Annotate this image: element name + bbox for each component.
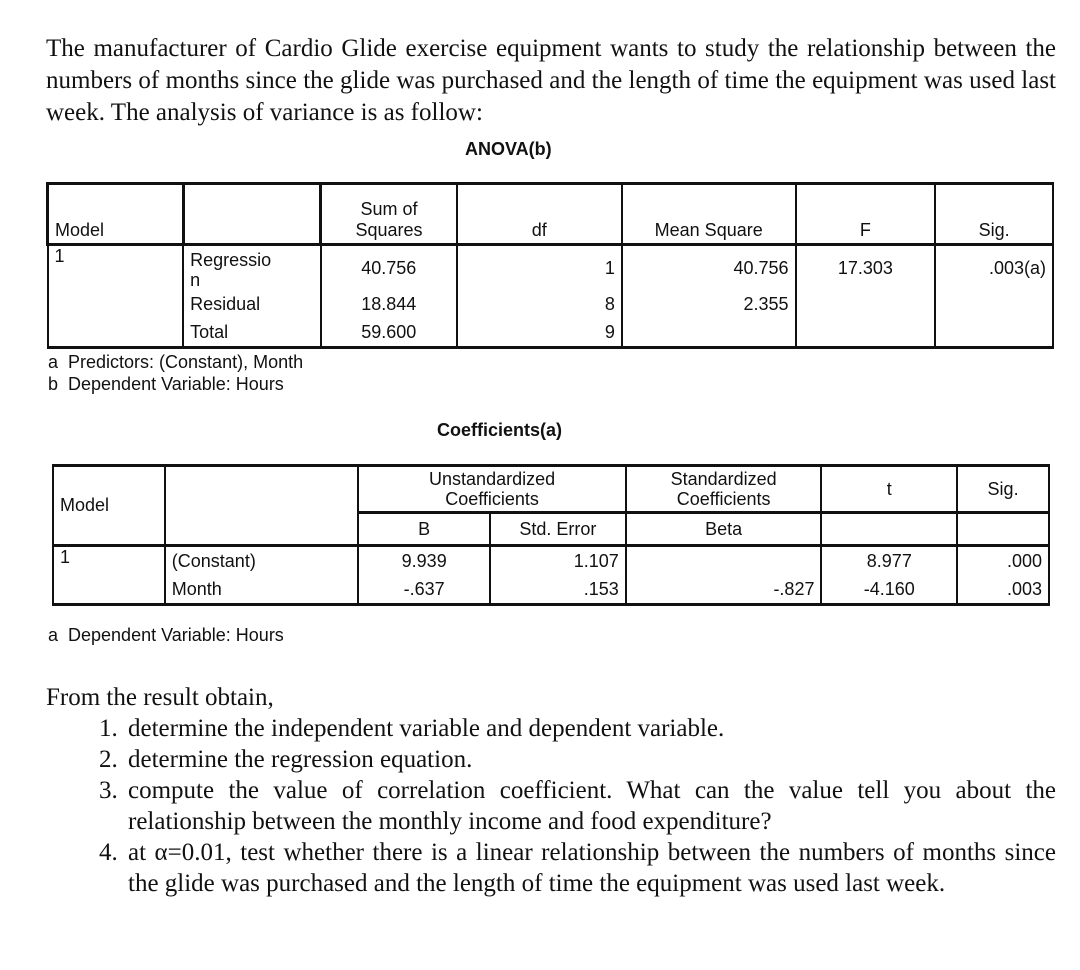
coef-cell-se: .153 <box>490 575 626 605</box>
coefficients-table <box>52 464 1050 606</box>
coef-cell-beta: -.827 <box>626 575 822 605</box>
coef-cell-t: 8.977 <box>821 546 957 576</box>
anova-table <box>46 182 1054 349</box>
coef-cell-b: -.637 <box>358 575 490 605</box>
coef-header-model: Model <box>53 466 165 546</box>
anova-cell-df: 9 <box>457 318 622 348</box>
coef-cell-se: 1.107 <box>490 546 626 576</box>
coef-header-unstd-line2: Coefficients <box>445 489 539 509</box>
question-item: 2. determine the regression equation. <box>124 744 1056 775</box>
coef-row-label: Month <box>165 575 359 605</box>
coef-cell-sig: .000 <box>957 546 1049 576</box>
anova-row-label: Total <box>183 318 321 348</box>
anova-footnote-a: a Predictors: (Constant), Month <box>48 352 304 372</box>
coef-header-unstandardized <box>358 466 625 513</box>
coef-cell-b: 9.939 <box>358 546 490 576</box>
coef-header-blank <box>165 466 359 546</box>
anova-cell-ms: 2.355 <box>622 290 796 318</box>
anova-cell-sig <box>935 318 1053 348</box>
anova-header-blank <box>183 184 321 245</box>
anova-header-model: Model <box>48 184 184 245</box>
anova-header-ss <box>321 184 457 245</box>
anova-cell-df: 1 <box>457 245 622 291</box>
coef-model-number: 1 <box>53 546 165 605</box>
coef-cell-beta <box>626 546 822 576</box>
anova-row-total <box>48 318 1054 348</box>
anova-cell-sig <box>935 290 1053 318</box>
anova-cell-f <box>796 318 936 348</box>
question-item: 3. compute the value of correlation coefficient. What can the value tell you about the relationship between the monthly income and food expenditure? <box>124 775 1056 837</box>
anova-header-row <box>48 184 1054 245</box>
coef-row-label: (Constant) <box>165 546 359 576</box>
anova-row-label-line1: Regressio <box>190 250 272 270</box>
anova-cell-ss: 40.756 <box>321 245 457 291</box>
anova-cell-ss: 59.600 <box>321 318 457 348</box>
coef-header-std-error: Std. Error <box>490 513 626 546</box>
coef-header-t: t <box>821 466 957 513</box>
coefficients-footnote: a Dependent Variable: Hours <box>48 625 284 645</box>
anova-footnotes <box>48 351 303 395</box>
anova-cell-ms: 40.756 <box>622 245 796 291</box>
coef-header-std-line1: Standardized <box>670 469 777 489</box>
anova-cell-df: 8 <box>457 290 622 318</box>
anova-header-df: df <box>457 184 622 245</box>
question-item: 4. at α=0.01, test whether there is a linear relationship between the numbers of months since the glide was purchased and the length of time the equipment was used last week. <box>124 837 1056 899</box>
anova-header-f: F <box>796 184 936 245</box>
coef-header-b: B <box>358 513 490 546</box>
anova-header-ms: Mean Square <box>622 184 796 245</box>
coef-row-constant <box>53 546 1049 576</box>
coef-row-month <box>53 575 1049 605</box>
anova-cell-f <box>796 290 936 318</box>
questions-section <box>46 682 1056 899</box>
anova-cell-sig: .003(a) <box>935 245 1053 291</box>
anova-row-label <box>183 245 321 291</box>
question-item: 1. determine the independent variable and dependent variable. <box>124 713 1056 744</box>
anova-footnote-b: b Dependent Variable: Hours <box>48 374 284 394</box>
questions-lead: From the result obtain, <box>46 684 274 711</box>
coef-header-row <box>53 466 1049 513</box>
anova-cell-ms <box>622 318 796 348</box>
anova-row-residual <box>48 290 1054 318</box>
anova-title: ANOVA(b) <box>465 139 552 159</box>
coef-header-sig-blank <box>957 513 1049 546</box>
coef-header-std-line2: Coefficients <box>676 489 771 509</box>
coef-cell-t: -4.160 <box>821 575 957 605</box>
anova-cell-ss: 18.844 <box>321 290 457 318</box>
coef-header-unstd-line1: Unstandardized <box>429 469 556 489</box>
questions-list <box>46 713 1056 899</box>
anova-row-regression <box>48 245 1054 291</box>
anova-header-ss-line2: Squares <box>355 220 423 240</box>
coef-cell-sig: .003 <box>957 575 1049 605</box>
coef-header-sig: Sig. <box>957 466 1049 513</box>
anova-header-ss-line1: Sum of <box>360 199 418 219</box>
intro-paragraph: The manufacturer of Cardio Glide exercise equipment wants to study the relationship between the numbers of months since the glide was purchased and the length of time the equipment was used last week. The analysis of variance is as follow: <box>46 35 1056 126</box>
coef-header-t-blank <box>821 513 957 546</box>
anova-row-label-line2: n <box>190 270 201 290</box>
coefficients-title: Coefficients(a) <box>437 420 563 440</box>
anova-model-number: 1 <box>48 245 184 348</box>
anova-header-sig: Sig. <box>935 184 1053 245</box>
anova-cell-f: 17.303 <box>796 245 936 291</box>
coef-header-beta: Beta <box>626 513 822 546</box>
coef-header-standardized <box>626 466 822 513</box>
anova-row-label: Residual <box>183 290 321 318</box>
